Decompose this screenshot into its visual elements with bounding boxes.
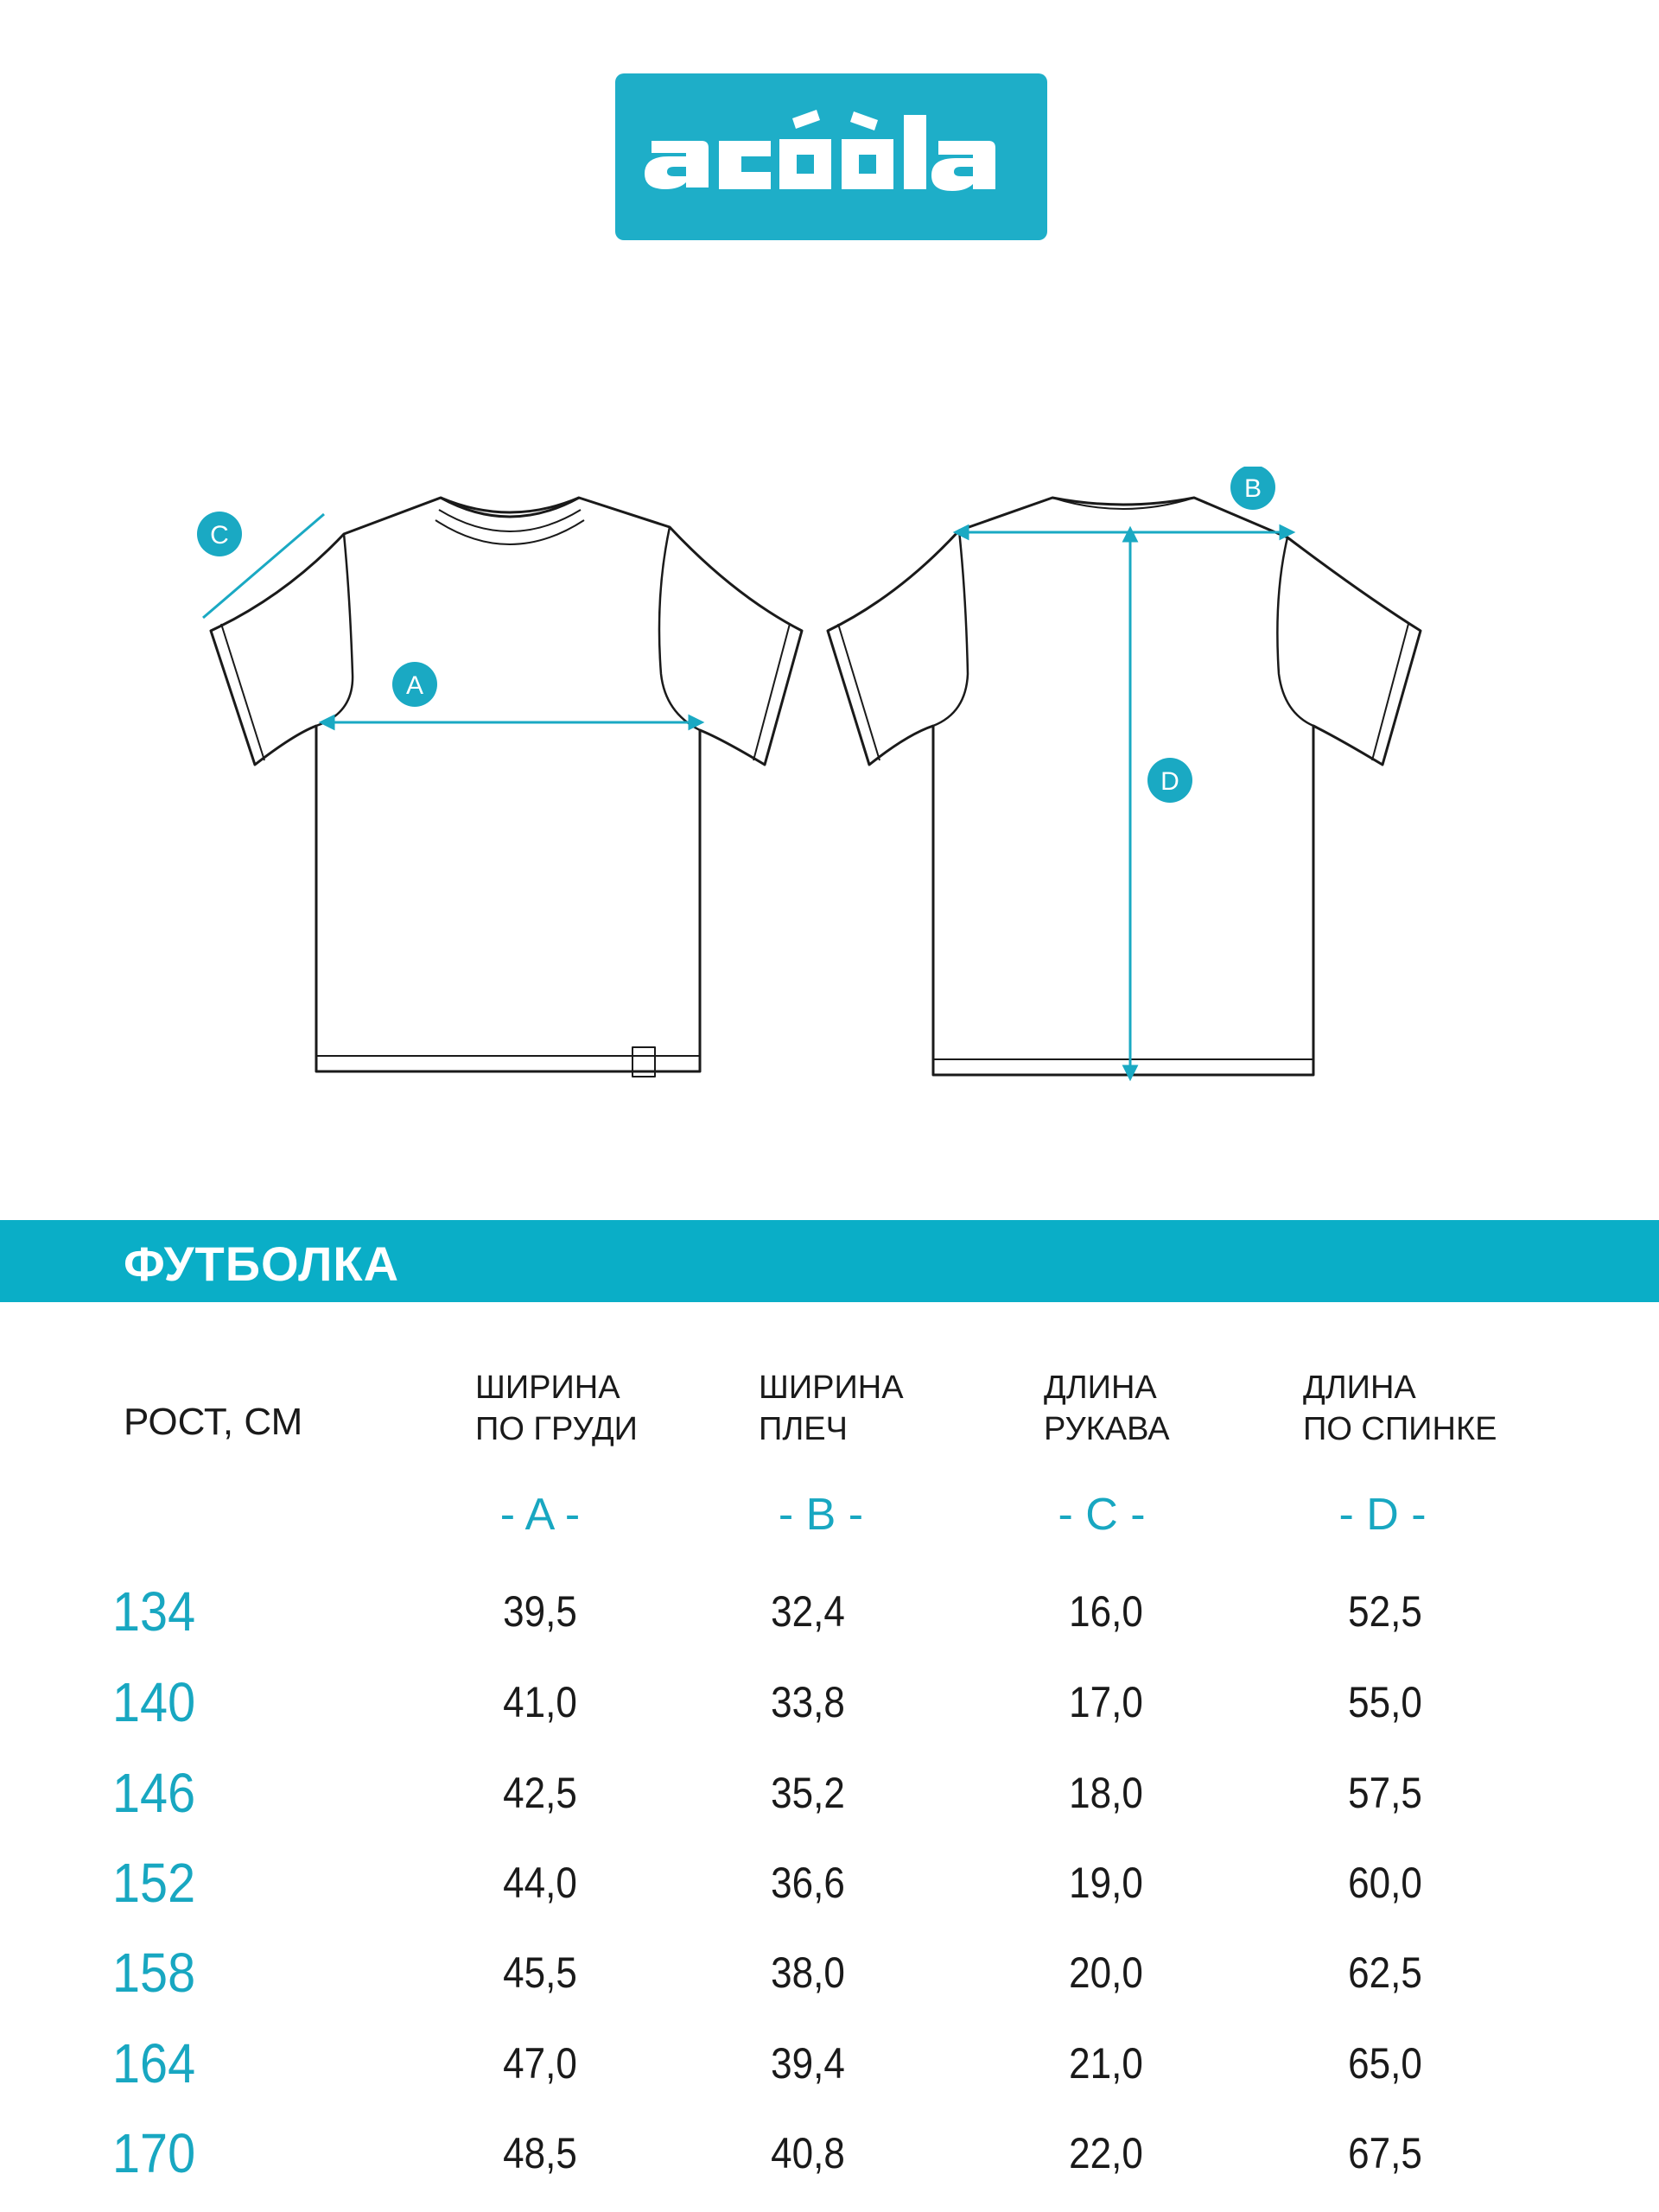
column-header-d: ДЛИНА ПО СПИНКЕ xyxy=(1303,1370,1497,1447)
back-length-value: 55,0 xyxy=(1348,1678,1422,1726)
table-row xyxy=(0,1942,1659,2017)
size-value: 152 xyxy=(112,1852,196,1914)
arrow-left-icon xyxy=(956,526,968,538)
arrow-down-icon xyxy=(1124,1066,1136,1078)
marker-a-label: A xyxy=(405,671,424,700)
size-value: 158 xyxy=(112,1942,196,2004)
size-value: 170 xyxy=(112,2122,196,2184)
arrow-right-icon xyxy=(690,716,702,728)
table-row xyxy=(0,2122,1659,2197)
back-length-value: 67,5 xyxy=(1348,2129,1422,2177)
chest-width-value: 48,5 xyxy=(503,2129,577,2177)
acoola-logo-icon xyxy=(615,73,1047,240)
shoulder-width-value: 40,8 xyxy=(771,2129,845,2177)
chest-width-value: 39,5 xyxy=(503,1587,577,1636)
arrow-left-icon xyxy=(321,716,334,728)
size-value: 164 xyxy=(112,2032,196,2094)
column-code-a: - A - xyxy=(499,1490,581,1540)
arrow-up-icon xyxy=(1124,529,1136,541)
column-header-b: ШИРИНА ПЛЕЧ xyxy=(759,1370,904,1447)
table-row xyxy=(0,1580,1659,1656)
column-code-c: - C - xyxy=(1058,1490,1146,1540)
tshirt-back xyxy=(828,498,1421,1075)
shoulder-width-value: 32,4 xyxy=(771,1587,845,1636)
shoulder-width-value: 33,8 xyxy=(771,1678,845,1726)
shoulder-width-value: 36,6 xyxy=(771,1859,845,1907)
tshirt-front xyxy=(211,498,802,1077)
marker-d-label: D xyxy=(1160,767,1179,796)
column-code-b: - B - xyxy=(778,1490,864,1540)
height-header: РОСТ, СМ xyxy=(124,1401,303,1443)
size-value: 146 xyxy=(112,1762,196,1824)
tshirt-diagram xyxy=(0,467,1659,1089)
sleeve-length-value: 18,0 xyxy=(1069,1769,1143,1817)
shoulder-width-value: 39,4 xyxy=(771,2039,845,2088)
size-value: 140 xyxy=(112,1671,196,1733)
column-header-a: ШИРИНА ПО ГРУДИ xyxy=(475,1370,638,1447)
marker-c-label: C xyxy=(210,521,229,550)
chest-width-value: 44,0 xyxy=(503,1859,577,1907)
table-row xyxy=(0,1852,1659,1927)
shoulder-width-value: 38,0 xyxy=(771,1948,845,1997)
brand-logo xyxy=(615,73,1047,240)
chest-width-value: 42,5 xyxy=(503,1769,577,1817)
table-row xyxy=(0,1671,1659,1746)
sleeve-length-value: 22,0 xyxy=(1069,2129,1143,2177)
back-length-value: 52,5 xyxy=(1348,1587,1422,1636)
sleeve-length-value: 21,0 xyxy=(1069,2039,1143,2088)
arrow-right-icon xyxy=(1281,526,1293,538)
column-header-c: ДЛИНА РУКАВА xyxy=(1044,1370,1170,1447)
back-length-value: 65,0 xyxy=(1348,2039,1422,2088)
sleeve-length-value: 16,0 xyxy=(1069,1587,1143,1636)
marker-b-label: B xyxy=(1243,474,1262,503)
shoulder-width-value: 35,2 xyxy=(771,1769,845,1817)
sleeve-length-value: 17,0 xyxy=(1069,1678,1143,1726)
product-title: ФУТБОЛКА xyxy=(124,1236,400,1291)
back-length-value: 57,5 xyxy=(1348,1769,1422,1817)
column-code-d: - D - xyxy=(1338,1490,1427,1540)
product-banner xyxy=(0,1220,1659,1302)
size-value: 134 xyxy=(112,1580,196,1643)
back-length-value: 60,0 xyxy=(1348,1859,1422,1907)
chest-width-value: 41,0 xyxy=(503,1678,577,1726)
chest-width-value: 45,5 xyxy=(503,1948,577,1997)
sleeve-length-value: 19,0 xyxy=(1069,1859,1143,1907)
table-row xyxy=(0,1762,1659,1837)
chest-width-value: 47,0 xyxy=(503,2039,577,2088)
table-row xyxy=(0,2032,1659,2107)
sleeve-length-value: 20,0 xyxy=(1069,1948,1143,1997)
back-length-value: 62,5 xyxy=(1348,1948,1422,1997)
